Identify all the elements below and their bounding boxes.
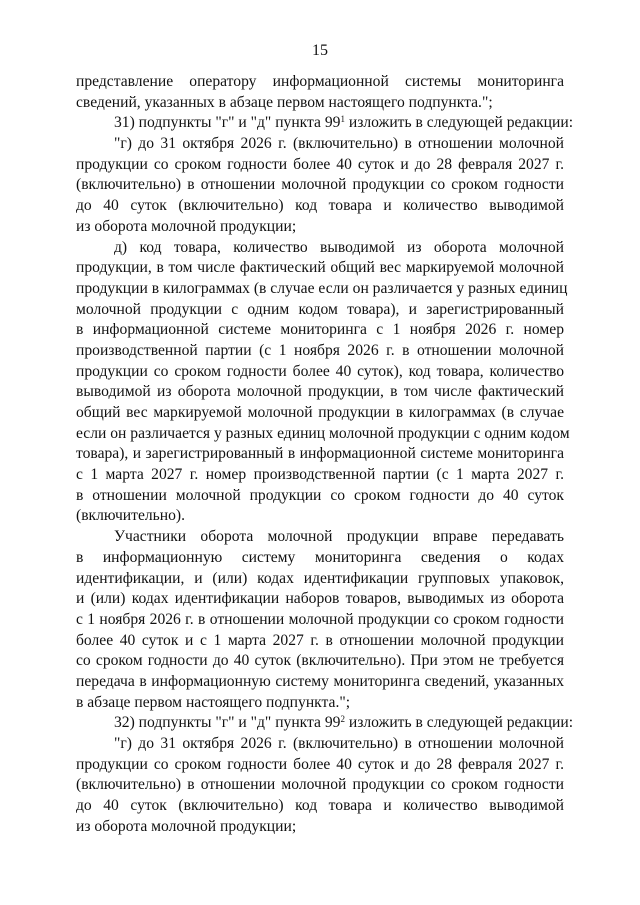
- text-line: [76, 382, 564, 403]
- text-line: [76, 610, 564, 631]
- text-line-content: продукции со сроком годности более 40 суток и до 28 февраля 2027 г.: [76, 155, 564, 173]
- text-line: [76, 258, 564, 279]
- text-line-content: идентификации, и (или) кодах идентификации групповых упаковок,: [76, 569, 564, 587]
- text-line: [76, 527, 564, 548]
- text-line: [76, 775, 564, 796]
- text-line: [76, 300, 564, 321]
- text-line: [76, 93, 564, 114]
- text-line-content: со сроком годности до 40 суток (включительно). При этом не требуется: [76, 652, 564, 670]
- text-line: [76, 403, 564, 424]
- text-line: [76, 238, 564, 259]
- text-line-content: продукции со сроком годности более 40 суток), код товара, количество: [76, 362, 564, 380]
- text-line-content: из оборота молочной продукции;: [76, 217, 297, 235]
- text-line: [76, 713, 574, 734]
- text-line-content: (включительно) в отношении молочной продукции со сроком годности: [76, 176, 564, 194]
- text-line-content: продукции со сроком годности более 40 суток и до 28 февраля 2027 г.: [76, 755, 564, 773]
- text-line-content: сведений, указанных в абзаце первом настоящего подпункта.";: [76, 93, 493, 111]
- text-line-content: (включительно).: [76, 507, 186, 525]
- text-line: [76, 217, 564, 238]
- text-line-content: выводимой из оборота молочной продукции, в том числе фактический: [76, 383, 564, 401]
- text-line-content: в информационную систему мониторинга сведения о кодах: [76, 548, 564, 566]
- text-line: [76, 569, 564, 590]
- text-line: [76, 672, 564, 693]
- text-line: [76, 506, 564, 527]
- text-line-content: и (или) кодах идентификации наборов товаров, выводимых из оборота: [76, 590, 564, 608]
- text-line-content: производственной партии (с 1 ноября 2026 г. в отношении молочной: [76, 341, 564, 359]
- text-line: [76, 362, 564, 383]
- text-line-content: "г) до 31 октября 2026 г. (включительно) в отношении молочной: [114, 135, 564, 153]
- text-line-content: с 1 марта 2027 г. номер производственной партии (с 1 марта 2027 г.: [76, 466, 564, 484]
- text-line-content: молочной продукции с одним кодом товара), и зарегистрированный: [76, 300, 564, 318]
- text-line-content: до 40 суток (включительно) код товара и количество выводимой: [76, 197, 564, 215]
- text-line: [76, 651, 564, 672]
- text-line-content: до 40 суток (включительно) код товара и количество выводимой: [76, 797, 564, 815]
- text-line-content: продукции в килограммах (в случае если он различается у разных единиц: [76, 279, 568, 297]
- text-line: [76, 631, 564, 652]
- text-line: [76, 113, 574, 134]
- text-line-continuation: изложить в следующей редакции:: [344, 714, 574, 732]
- text-line: [76, 196, 564, 217]
- text-line-content: товара), и зарегистрированный в информационной системе мониторинга: [76, 445, 564, 463]
- superscript-index: 2: [340, 714, 345, 725]
- text-line: [76, 693, 564, 714]
- text-line-content: 32) подпункты "г" и "д" пункта 99: [114, 714, 341, 732]
- text-line: [76, 320, 564, 341]
- text-line-content: продукции, в том числе фактический общий вес маркируемой молочной: [76, 259, 564, 277]
- text-line: [76, 465, 564, 486]
- superscript-index: 1: [340, 114, 345, 125]
- text-line: [76, 155, 564, 176]
- text-line: [76, 279, 568, 300]
- text-line: [76, 548, 564, 569]
- text-line-continuation: изложить в следующей редакции:: [344, 114, 574, 132]
- text-line-content: 31) подпункты "г" и "д" пункта 99: [114, 114, 341, 132]
- text-line-content: с 1 ноября 2026 г. в отношении молочной продукции со сроком годности: [76, 610, 564, 628]
- text-line-content: (включительно) в отношении молочной продукции со сроком годности: [76, 776, 564, 794]
- page-number: 15: [312, 42, 328, 59]
- text-line: [76, 72, 564, 93]
- text-line-content: более 40 суток и с 1 марта 2027 г. в отношении молочной продукции: [76, 631, 564, 649]
- text-line: [76, 589, 564, 610]
- text-line-content: в отношении молочной продукции со сроком годности до 40 суток: [76, 486, 564, 504]
- text-line: [76, 486, 564, 507]
- text-line: [76, 734, 564, 755]
- text-line: [76, 444, 564, 465]
- text-line: [76, 134, 564, 155]
- text-line-content: передача в информационную систему мониторинга сведений, указанных: [76, 672, 564, 690]
- text-line: [76, 755, 564, 776]
- text-line-content: общий вес маркируемой молочной продукции в килограммах (в случае: [76, 404, 564, 421]
- text-line-content: в абзаце первом настоящего подпункта.";: [76, 693, 351, 711]
- text-line: [76, 341, 564, 362]
- text-line-content: если он различается у разных единиц молочной продукции с одним кодом: [76, 424, 570, 442]
- text-line: [76, 424, 570, 445]
- text-line-content: из оборота молочной продукции;: [76, 817, 297, 835]
- text-line: [76, 175, 564, 196]
- text-line-content: в информационной системе мониторинга с 1 ноября 2026 г. номер: [76, 321, 564, 339]
- text-line-content: представление оператору информационной системы мониторинга: [76, 73, 564, 90]
- text-line-content: д) код товара, количество выводимой из оборота молочной: [114, 238, 564, 256]
- text-line: [76, 817, 564, 838]
- text-line: [76, 796, 564, 817]
- text-line-content: Участники оборота молочной продукции вправе передавать: [114, 528, 564, 546]
- document-body: [76, 72, 574, 837]
- text-line-content: "г) до 31 октября 2026 г. (включительно) в отношении молочной: [114, 735, 564, 752]
